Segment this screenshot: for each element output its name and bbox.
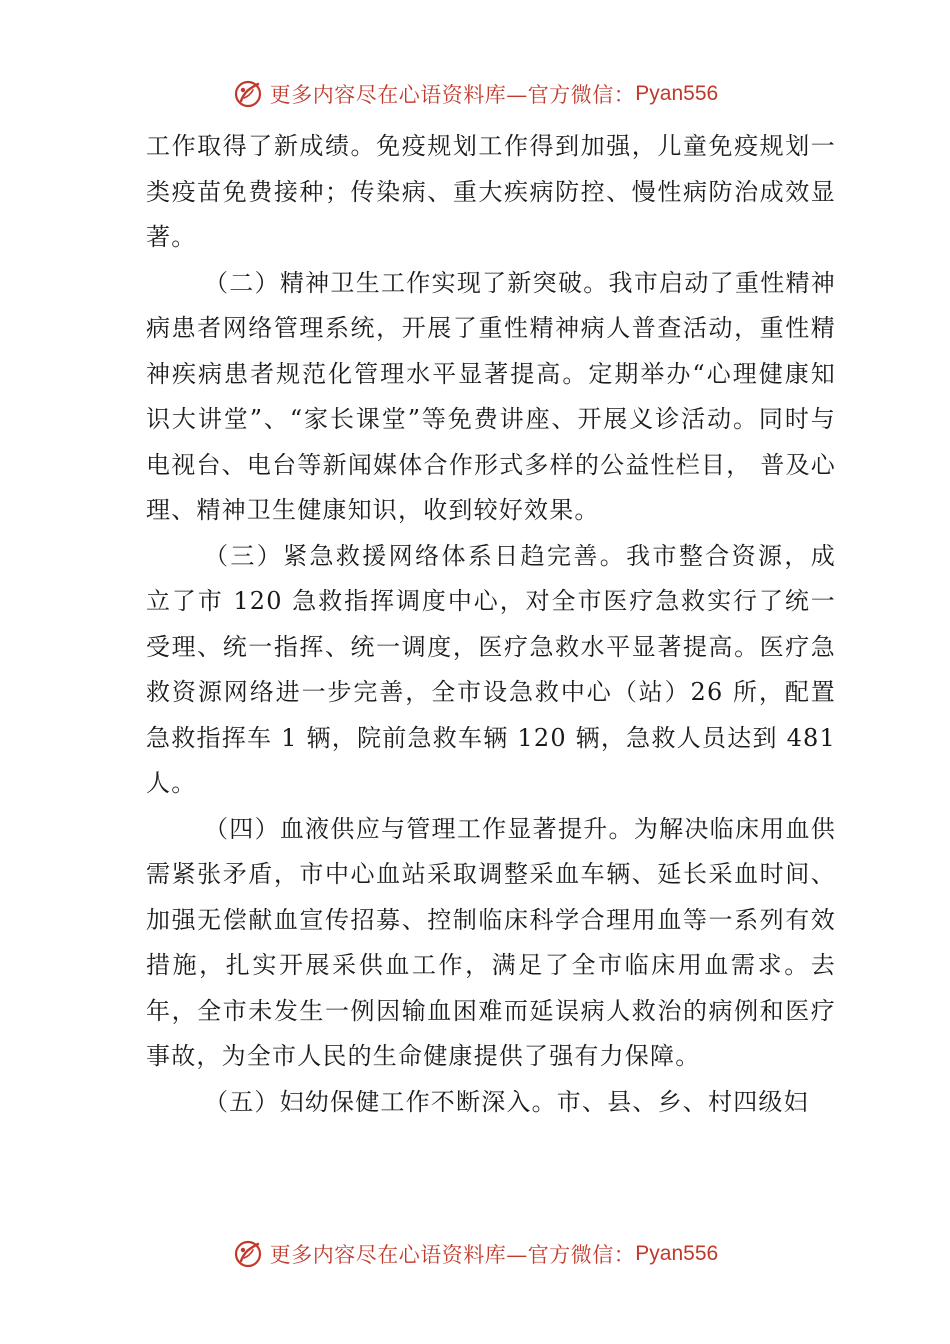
paragraph-5: （五）妇幼保健工作不断深入。市、县、乡、村四级妇 <box>204 1087 809 1116</box>
footer-banner-handle: Pyan556 <box>635 1242 719 1265</box>
paragraph-2: （二）精神卫生工作实现了新突破。我市启动了重性精神病患者网络管理系统，开展了重性精神病人普查活动，重性精神疾病患者规范化管理水平显著提高。定期举办“心理健康知识大讲堂”、“家长课堂”等免费讲座、开展义诊活动。同时与电视台、电台等新闻媒体合作形式多样的公益性栏目， 普及心理、精神卫生健康知识，收到较好效果。 <box>146 268 836 524</box>
brand-logo-icon <box>232 1238 264 1270</box>
footer-banner <box>0 1232 950 1276</box>
header-banner-handle: Pyan556 <box>635 82 719 105</box>
header-banner <box>0 72 950 116</box>
paragraph-3: （三）紧急救援网络体系日趋完善。我市整合资源，成 立了市 120 急救指挥调度中心，对全市医疗急救实行了统一受理、统一指挥、统一调度，医疗急救水平显著提高。医疗急救资源网络进一步完善，全市设急救中心（站）26 所，配置急救指挥车 1 辆，院前急救车辆 120 辆，急救人员达到 481 人。 <box>146 541 845 797</box>
brand-logo-icon <box>232 78 264 110</box>
header-banner-text: 更多内容尽在心语资料库—官方微信： <box>269 83 636 107</box>
paragraph-4: （四）血液供应与管理工作显著提升。为解决临床用血供需紧张矛盾，市中心血站采取调整采血车辆、延长采血时间、加强无偿献血宣传招募、控制临床科学合理用血等一系列有效措施，扎实开展采供血工作，满足了全市临床用血需求。去年，全市未发生一例因输血困难而延误病人救治的病例和医疗事故，为全市人民的生命健康提供了强有力保障。 <box>146 814 836 1070</box>
paragraph-1: 工作取得了新成绩。免疫规划工作得到加强，儿童免疫规划一类疫苗免费接种；传染病、重大疾病防控、慢性病防治成效显著。 <box>146 132 836 251</box>
document-body <box>146 124 845 1125</box>
footer-banner-text: 更多内容尽在心语资料库—官方微信： <box>269 1243 636 1267</box>
